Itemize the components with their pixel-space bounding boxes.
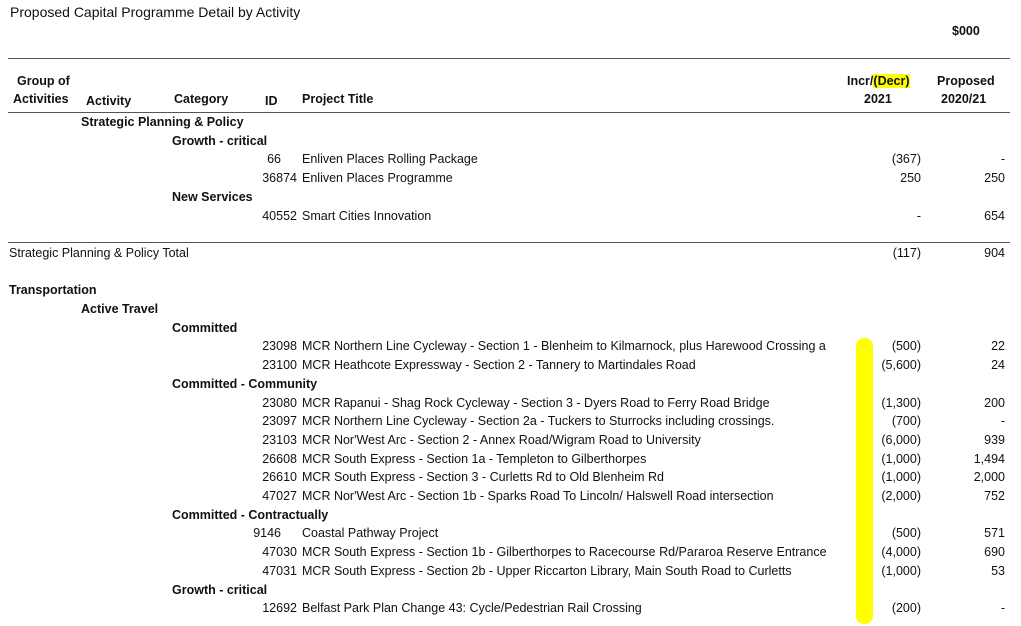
row-proposed: 571 xyxy=(984,526,1005,540)
header-incr-year: 2021 xyxy=(864,92,892,106)
row-id: 47031 xyxy=(262,564,297,578)
total-rule xyxy=(8,242,1010,243)
row-incr: (500) xyxy=(891,339,921,353)
row-title: Coastal Pathway Project xyxy=(302,526,439,540)
row-id: 47030 xyxy=(262,545,297,559)
total-proposed: 904 xyxy=(984,246,1005,260)
header-activity: Activity xyxy=(86,94,132,108)
row-id: 36874 xyxy=(262,171,297,185)
total-label: Strategic Planning & Policy Total xyxy=(9,246,189,260)
row-proposed: 654 xyxy=(984,209,1005,223)
row-proposed: - xyxy=(1000,601,1005,615)
row-incr: (1,000) xyxy=(881,470,921,484)
header-proposed-year: 2020/21 xyxy=(941,92,987,106)
row-title: MCR Northern Line Cycleway - Section 1 - Blenheim to Kilmarnock, plus Harewood Crossing a xyxy=(302,339,826,353)
row-proposed: - xyxy=(1000,152,1005,166)
row-title: MCR Northern Line Cycleway - Section 2a - Tuckers to Sturrocks including crossings. xyxy=(302,414,775,428)
row-title: MCR Rapanui - Shag Rock Cycleway - Section 3 - Dyers Road to Ferry Road Bridge xyxy=(302,396,770,410)
row-title: MCR South Express - Section 3 - Curletts Rd to Old Blenheim Rd xyxy=(302,470,664,484)
activity-heading: Active Travel xyxy=(81,302,159,316)
activity-heading: Strategic Planning & Policy xyxy=(81,115,244,129)
row-proposed: 250 xyxy=(984,171,1005,185)
row-title: MCR South Express - Section 1b - Gilberthorpes to Racecourse Rd/Pararoa Reserve Entrance xyxy=(302,545,827,559)
row-id: 26608 xyxy=(262,452,297,466)
row-proposed: 690 xyxy=(984,545,1005,559)
row-title: Smart Cities Innovation xyxy=(302,209,432,223)
row-proposed: 53 xyxy=(991,564,1005,578)
category-heading: Committed - Community xyxy=(172,377,318,391)
header-project-title: Project Title xyxy=(302,92,374,106)
row-title: MCR Heathcote Expressway - Section 2 - Tannery to Martindales Road xyxy=(302,358,696,372)
row-id: 23080 xyxy=(262,396,297,410)
row-incr: (6,000) xyxy=(881,433,921,447)
row-proposed: 200 xyxy=(984,396,1005,410)
row-incr: (1,300) xyxy=(881,396,921,410)
row-incr: (2,000) xyxy=(881,489,921,503)
row-incr: (200) xyxy=(891,601,921,615)
header-bottom-rule xyxy=(8,112,1010,113)
category-heading: Growth - critical xyxy=(172,134,268,148)
row-incr: (500) xyxy=(891,526,921,540)
row-incr: (1,000) xyxy=(881,564,921,578)
row-incr: (5,600) xyxy=(881,358,921,372)
header-proposed: Proposed xyxy=(937,74,995,88)
row-title: MCR South Express - Section 1a - Templeton to Gilberthorpes xyxy=(302,452,647,466)
row-incr: (700) xyxy=(891,414,921,428)
header-incr-prefix: Incr/ xyxy=(847,74,874,88)
row-id: 23100 xyxy=(262,358,297,372)
row-proposed: - xyxy=(1000,414,1005,428)
row-id: 66 xyxy=(267,152,281,166)
row-id: 23098 xyxy=(262,339,297,353)
row-title: Belfast Park Plan Change 43: Cycle/Pedestrian Rail Crossing xyxy=(302,601,642,615)
row-id: 23103 xyxy=(262,433,297,447)
category-heading: Growth - critical xyxy=(172,583,268,597)
row-title: MCR Nor'West Arc - Section 1b - Sparks Road To Lincoln/ Halswell Road intersection xyxy=(302,489,774,503)
header-top-rule xyxy=(8,58,1010,59)
unit-label: $000 xyxy=(952,24,980,38)
row-id: 12692 xyxy=(262,601,297,615)
row-id: 26610 xyxy=(262,470,297,484)
row-id: 47027 xyxy=(262,489,297,503)
row-proposed: 2,000 xyxy=(973,470,1005,484)
row-proposed: 1,494 xyxy=(973,452,1005,466)
row-title: MCR Nor'West Arc - Section 2 - Annex Road/Wigram Road to University xyxy=(302,433,701,447)
header-group-line2: Activities xyxy=(13,92,69,106)
row-incr: - xyxy=(916,209,921,223)
row-id: 9146 xyxy=(253,526,281,540)
header-id: ID xyxy=(265,94,278,108)
header-group-line1: Group of xyxy=(17,74,70,88)
row-incr: (367) xyxy=(891,152,921,166)
header-decr-highlight: (Decr) xyxy=(873,74,910,88)
row-id: 23097 xyxy=(262,414,297,428)
row-proposed: 752 xyxy=(984,489,1005,503)
group-heading: Transportation xyxy=(9,283,97,297)
row-incr: 250 xyxy=(900,171,921,185)
page-title: Proposed Capital Programme Detail by Activity xyxy=(10,4,301,20)
total-incr: (117) xyxy=(892,246,921,260)
category-heading: New Services xyxy=(172,190,253,204)
row-incr: (4,000) xyxy=(881,545,921,559)
row-title: Enliven Places Rolling Package xyxy=(302,152,478,166)
header-category: Category xyxy=(174,92,229,106)
row-proposed: 939 xyxy=(984,433,1005,447)
row-id: 40552 xyxy=(262,209,297,223)
row-title: MCR South Express - Section 2b - Upper Riccarton Library, Main South Road to Curletts xyxy=(302,564,792,578)
category-heading: Committed - Contractually xyxy=(172,508,329,522)
header-incr xyxy=(847,74,910,88)
category-heading: Committed xyxy=(172,321,238,335)
row-title: Enliven Places Programme xyxy=(302,171,453,185)
row-proposed: 22 xyxy=(991,339,1005,353)
row-proposed: 24 xyxy=(991,358,1005,372)
row-incr: (1,000) xyxy=(881,452,921,466)
